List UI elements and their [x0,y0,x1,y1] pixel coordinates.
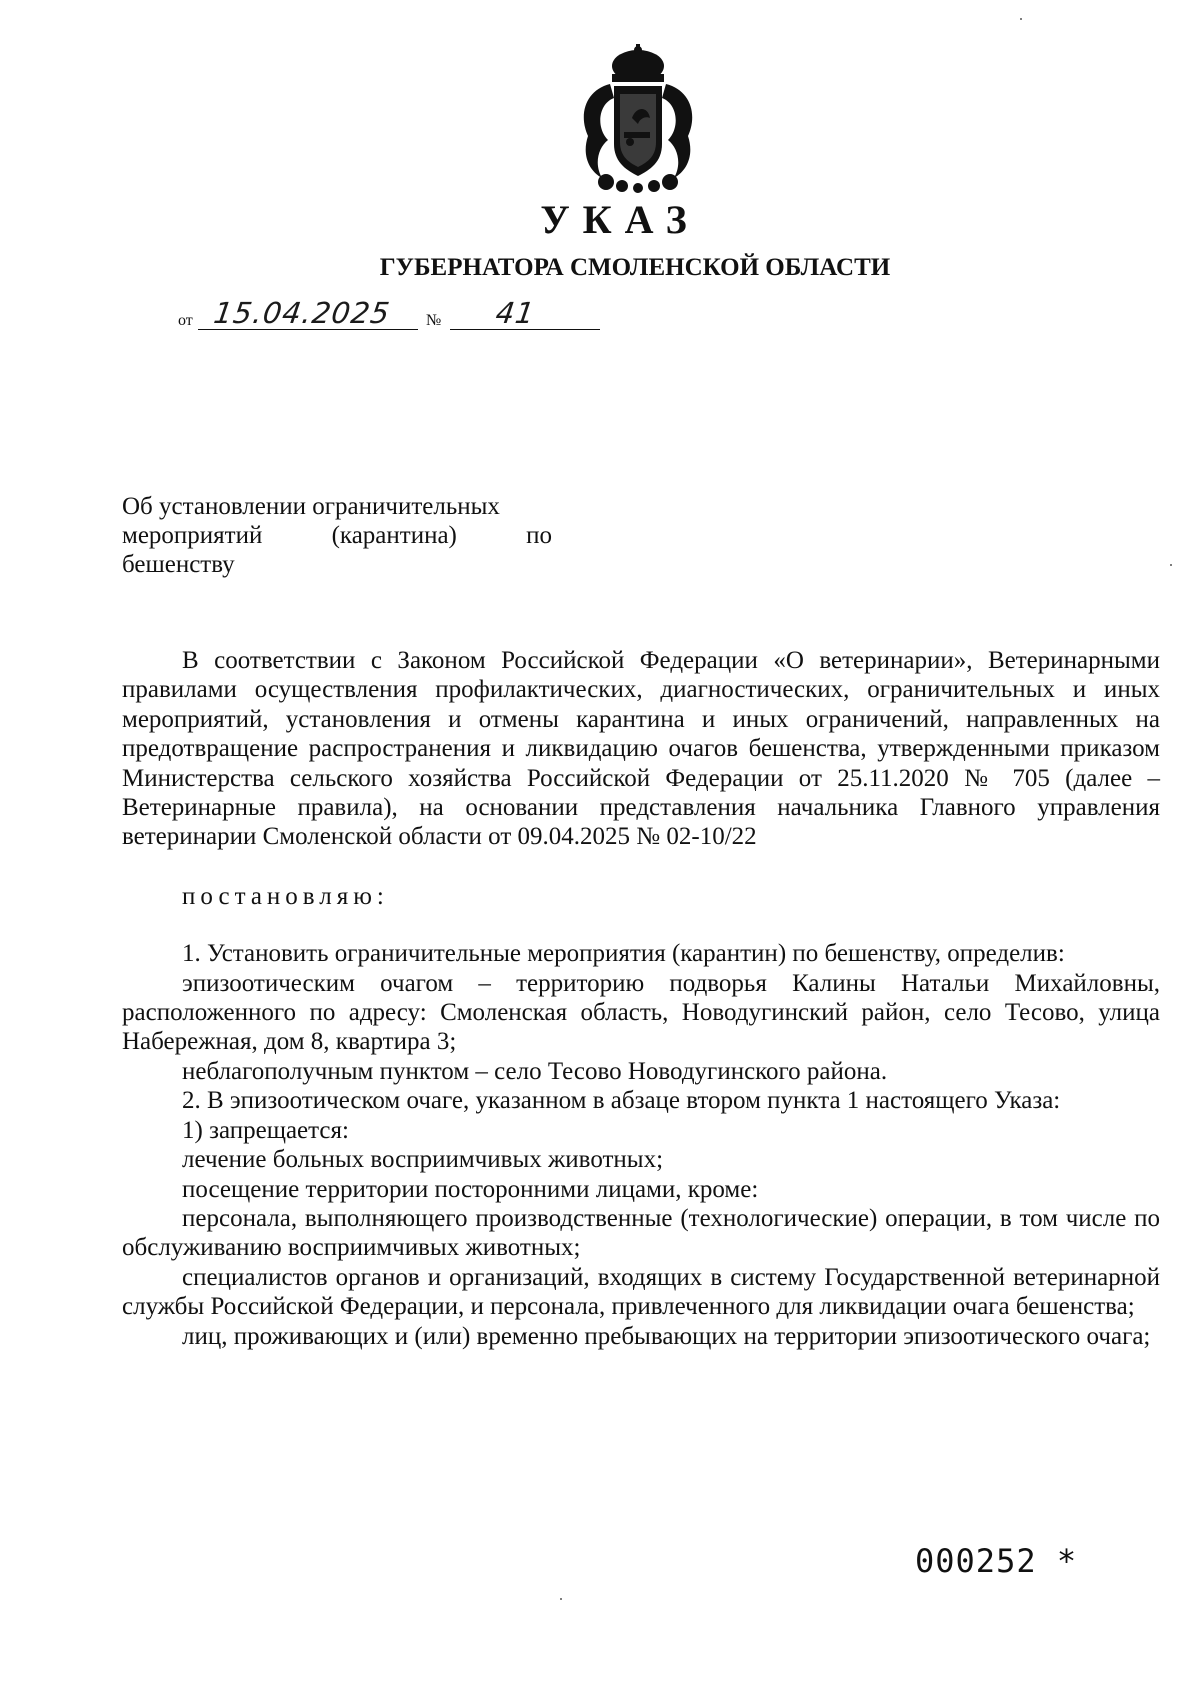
body-paragraph: лиц, проживающих и (или) временно пребывающих на территории эпизоотического очага; [182,1322,1151,1350]
date-value: 15.04.2025 [211,296,393,330]
scan-speck [560,1598,562,1600]
body-paragraph: лечение больных восприимчивых животных; [182,1146,664,1174]
body-paragraph: 1) запрещается: [182,1116,349,1144]
scan-speck [1020,18,1022,20]
decree-subject [122,492,552,579]
document-issuer: ГУБЕРНАТОРА СМОЛЕНСКОЙ ОБЛАСТИ [379,254,891,281]
body-paragraph: персонала, выполняющего производственные (технологические) операции, в том числе по обслуживанию восприимчивых животных; [122,1204,1160,1262]
scan-speck [1170,564,1172,566]
subject-line: мероприятий (карантина) по [122,522,552,549]
body-paragraph: специалистов органов и организаций, входящих в систему Государственной ветеринарной службы Российской Федерации, и персонала, привлеченного для ликвидации очага бешенства; [122,1263,1160,1321]
number-prefix: № [426,312,442,329]
preamble-paragraph: В соответствии с Законом Российской Федерации «О ветеринарии», Ветеринарными правилами осуществления профилактических, диагностических, ограничительных и иных мероприятий, установления и отмены карантина и иных ограничений, направленных на предотвращение распространения и ликвидацию очагов бешенства, утвержденными приказом Министерства сельского хозяйства Российской Федерации от 25.11.2020 № 705 (далее – Ветеринарные правила), на основании представления начальника Главного управления ветеринарии Смоленской области от 09.04.2025 № 02-10/22 [122,647,1160,851]
body-paragraph: посещение территории посторонними лицами, кроме: [182,1175,759,1203]
number-value: 41 [493,296,538,330]
body-paragraph: 2. В эпизоотическом очаге, указанном в абзаце втором пункта 1 настоящего Указа: [182,1087,1061,1115]
serial-number: 000252 * [915,1542,1078,1580]
body-paragraph: 1. Установить ограничительные мероприятия (карантин) по бешенству, определив: [182,940,1065,968]
subject-line: Об установлении ограничительных [122,493,500,520]
body-paragraph: неблагополучным пунктом – село Тесово Новодугинского района. [182,1057,888,1085]
document-title: УКАЗ [540,197,700,242]
decree-word: постановляю: [182,882,389,910]
date-number-line [178,296,608,336]
subject-line: бешенству [122,551,235,578]
smolensk-coat-of-arms-icon [578,44,698,194]
decree-body [122,646,1160,1351]
body-paragraph: эпизоотическим очагом – территорию подворья Калины Натальи Михайловны, расположенного по адресу: Смоленская область, Новодугинский район, село Тесово, улица Набережная, дом 8, квартира 3; [122,969,1160,1056]
date-prefix: от [178,312,193,329]
